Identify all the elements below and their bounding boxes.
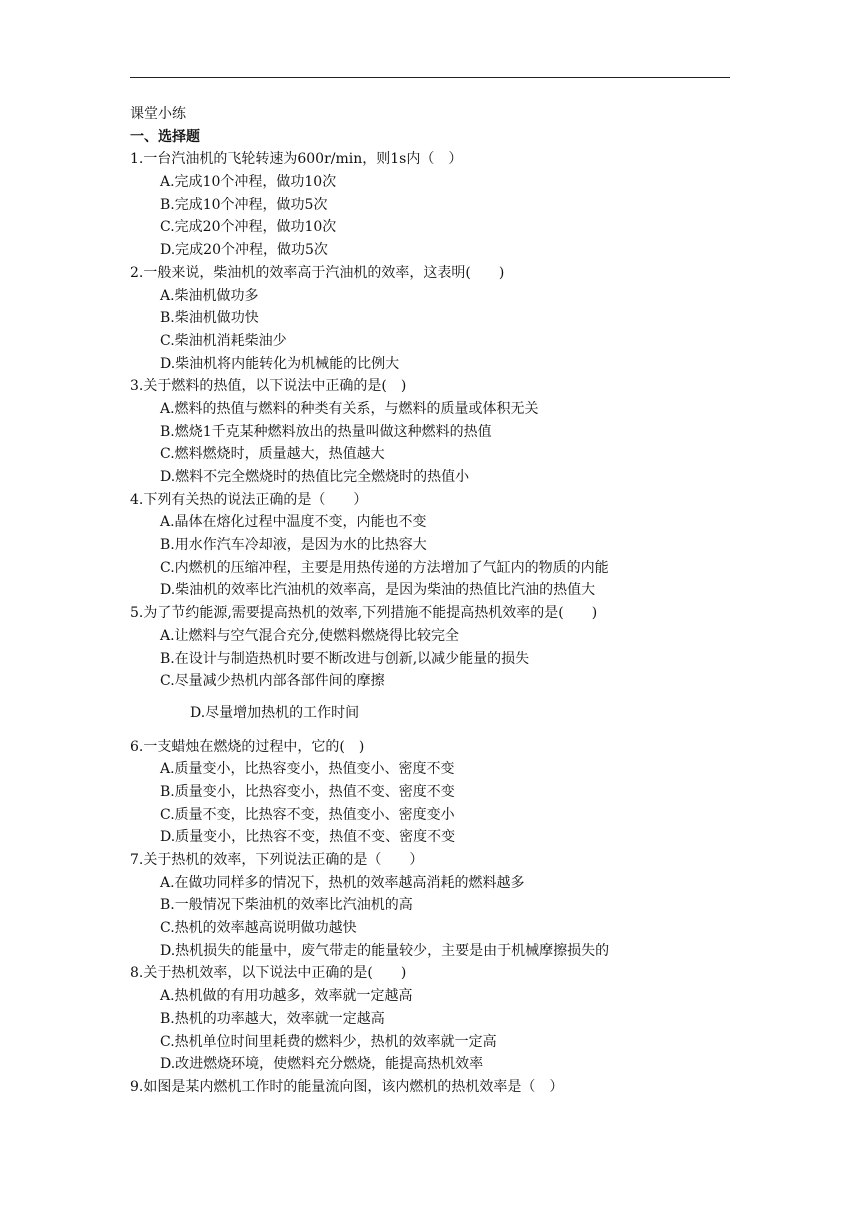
header-rule [130, 77, 730, 78]
option-a: A.燃料的热值与燃料的种类有关系，与燃料的质量或体积无关 [160, 400, 539, 417]
question-8 [130, 962, 750, 1075]
option-a: A.质量变小，比热容变小，热值变小、密度不变 [160, 761, 455, 778]
option-b: B.质量变小，比热容变小，热值不变、密度不变 [160, 783, 455, 800]
section-heading: 一、选择题 [130, 128, 200, 145]
option-b: B.柴油机做功快 [160, 310, 259, 327]
option-a: A.完成10个冲程，做功10次 [160, 174, 337, 191]
question-stem: 2.一般来说，柴油机的效率高于汽油机的效率，这表明( ) [130, 264, 505, 281]
option-c: C.燃料燃烧时，质量越大，热值越大 [160, 446, 385, 463]
question-stem: 9.如图是某内燃机工作时的能量流向图，该内燃机的热机效率是（ ） [130, 1078, 564, 1095]
question-5 [130, 602, 750, 724]
question-stem: 6.一支蜡烛在燃烧的过程中，它的( ) [130, 738, 365, 755]
question-2 [130, 262, 750, 375]
option-b: B.用水作汽车冷却液，是因为水的比热容大 [160, 537, 427, 554]
option-c: C.完成20个冲程，做功10次 [160, 219, 337, 236]
question-9 [130, 1076, 750, 1099]
option-c: C.内燃机的压缩冲程，主要是用热传递的方法增加了气缸内的物质的内能 [160, 559, 609, 576]
option-d: D.改进燃烧环境，使燃料充分燃烧，能提高热机效率 [160, 1056, 484, 1073]
option-c: C.热机单位时间里耗费的燃料少，热机的效率就一定高 [160, 1033, 497, 1050]
question-stem: 1.一台汽油机的飞轮转速为600r/min，则1s内（ ） [130, 151, 463, 168]
question-stem: 4.下列有关热的说法正确的是（ ） [130, 491, 368, 508]
option-a: A.热机做的有用功越多，效率就一定越高 [160, 988, 413, 1005]
option-c: C.尽量减少热机内部各部件间的摩擦 [160, 673, 385, 690]
document-body [130, 103, 750, 1099]
option-a: A.柴油机做功多 [160, 287, 259, 304]
question-6 [130, 736, 750, 849]
option-d: D.质量变小，比热容不变，热值不变、密度不变 [160, 829, 456, 846]
question-4 [130, 489, 750, 602]
option-a: A.在做功同样多的情况下，热机的效率越高消耗的燃料越多 [160, 874, 525, 891]
question-stem: 5.为了节约能源,需要提高热机的效率,下列措施不能提高热机效率的是( ) [130, 605, 598, 622]
question-stem: 7.关于热机的效率，下列说法正确的是（ ） [130, 852, 424, 868]
question-7 [130, 849, 750, 962]
option-d: D.燃料不完全燃烧时的热值比完全燃烧时的热值小 [160, 469, 470, 485]
option-d: D.热机损失的能量中，废气带走的能量较少，主要是由于机械摩擦损失的 [160, 942, 610, 959]
doc-title: 课堂小练 [130, 106, 186, 122]
option-c: C.热机的效率越高说明做功越快 [160, 920, 357, 937]
option-c: C.质量不变，比热容不变，热值变小、密度变小 [160, 806, 455, 823]
question-stem: 3.关于燃料的热值，以下说法中正确的是( ) [130, 378, 407, 395]
option-d: D.尽量增加热机的工作时间 [190, 704, 360, 721]
option-d: D.完成20个冲程，做功5次 [160, 242, 328, 259]
option-b: B.一般情况下柴油机的效率比汽油机的高 [160, 897, 413, 914]
option-b: B.完成10个冲程，做功5次 [160, 196, 328, 213]
option-a: A.晶体在熔化过程中温度不变，内能也不变 [160, 514, 427, 531]
option-a: A.让燃料与空气混合充分,使燃料燃烧得比较完全 [160, 627, 460, 644]
question-1 [130, 148, 750, 261]
option-b: B.热机的功率越大，效率就一定越高 [160, 1010, 385, 1027]
question-3 [130, 375, 750, 488]
question-stem: 8.关于热机效率，以下说法中正确的是( ) [130, 965, 407, 982]
option-d: D.柴油机将内能转化为机械能的比例大 [160, 355, 400, 372]
option-c: C.柴油机消耗柴油少 [160, 332, 287, 349]
option-d: D.柴油机的效率比汽油机的效率高，是因为柴油的热值比汽油的热值大 [160, 582, 596, 599]
option-b: B.在设计与制造热机时要不断改进与创新,以减少能量的损失 [160, 650, 530, 667]
option-b: B.燃烧1千克某种燃料放出的热量叫做这种燃料的热值 [160, 423, 492, 440]
